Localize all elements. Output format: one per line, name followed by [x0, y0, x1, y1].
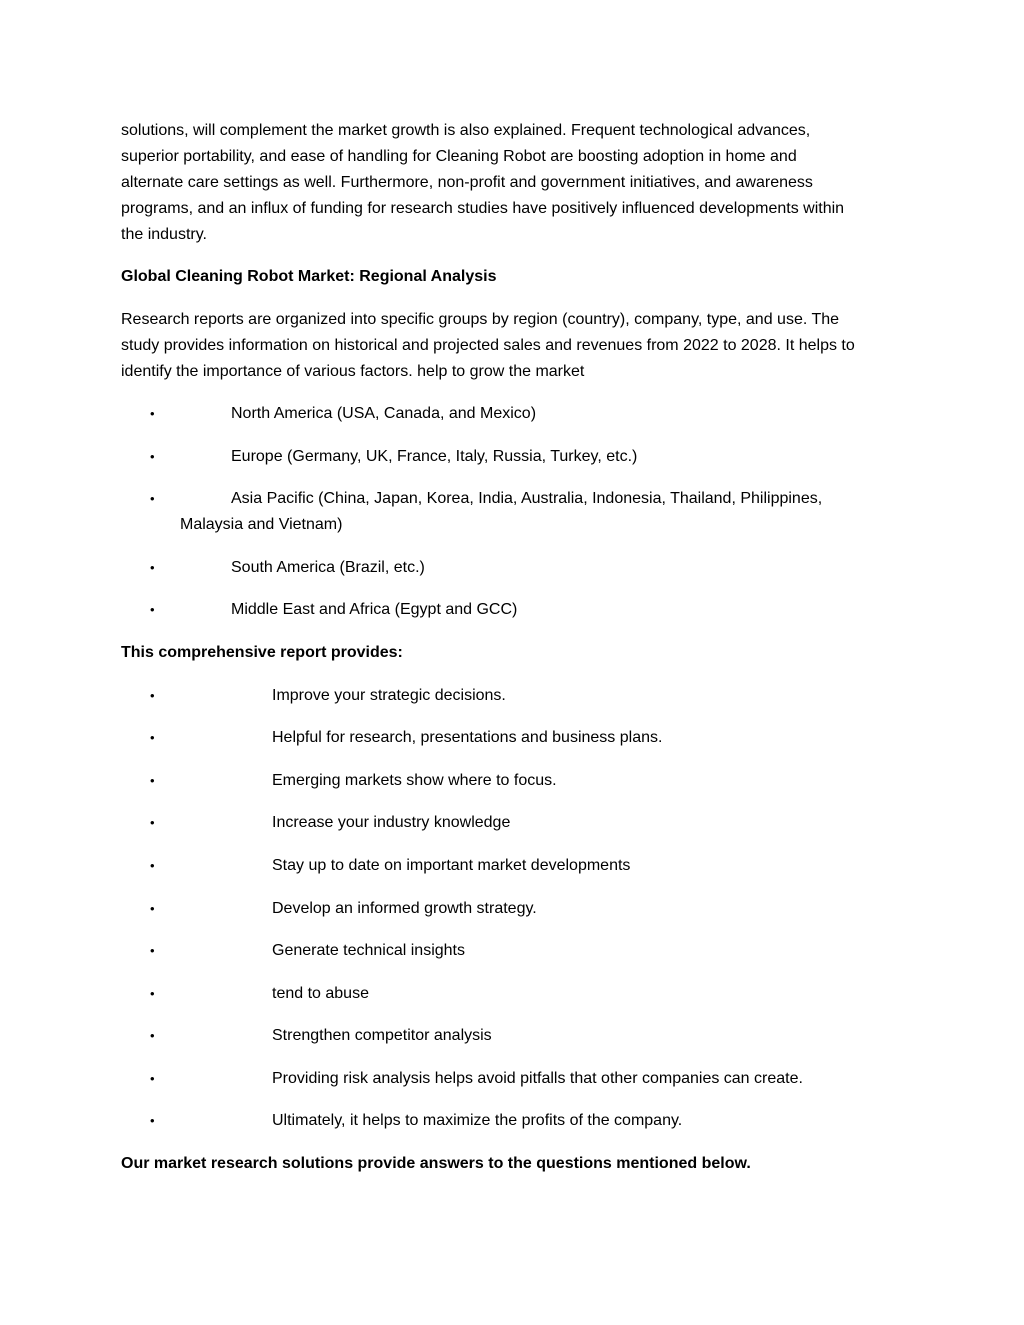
report-item: Improve your strategic decisions. [272, 687, 506, 704]
bullet-icon: • [150, 773, 155, 788]
report-item: Strengthen competitor analysis [272, 1027, 492, 1044]
intro-paragraph [121, 118, 911, 248]
report-item: Emerging markets show where to focus. [272, 772, 557, 789]
intro-line: solutions, will complement the market growth is also explained. Frequent technological advances, [121, 122, 811, 139]
bullet-icon: • [150, 858, 155, 873]
report-item: tend to abuse [272, 985, 369, 1002]
region-item: Asia Pacific (China, Japan, Korea, India, Australia, Indonesia, Thailand, Philippines, [231, 490, 823, 507]
bullet-icon: • [150, 730, 155, 745]
region-item: South America (Brazil, etc.) [231, 559, 425, 576]
bullet-icon: • [150, 943, 155, 958]
regional-line: identify the importance of various factors. help to grow the market [121, 363, 585, 380]
report-item: Ultimately, it helps to maximize the profits of the company. [272, 1112, 683, 1129]
report-item: Increase your industry knowledge [272, 814, 511, 831]
regional-line: Research reports are organized into specific groups by region (country), company, type, and use. The [121, 311, 840, 328]
bullet-icon: • [150, 449, 155, 464]
report-item: Develop an informed growth strategy. [272, 900, 537, 917]
regional-analysis-heading: Global Cleaning Robot Market: Regional Analysis [121, 268, 497, 285]
intro-line: alternate care settings as well. Furthermore, non-profit and government initiatives, and awareness [121, 174, 813, 191]
closing-heading: Our market research solutions provide answers to the questions mentioned below. [121, 1155, 751, 1172]
bullet-icon: • [150, 491, 155, 506]
bullet-icon: • [150, 560, 155, 575]
bullet-icon: • [150, 1071, 155, 1086]
regional-paragraph [121, 307, 911, 385]
intro-line: programs, and an influx of funding for research studies have positively influenced developments within [121, 200, 845, 217]
bullet-icon: • [150, 688, 155, 703]
region-item: North America (USA, Canada, and Mexico) [231, 405, 537, 422]
region-item: Middle East and Africa (Egypt and GCC) [231, 601, 518, 618]
report-item: Helpful for research, presentations and business plans. [272, 729, 663, 746]
report-item: Generate technical insights [272, 942, 465, 959]
region-item: Europe (Germany, UK, France, Italy, Russia, Turkey, etc.) [231, 448, 638, 465]
report-provides-heading: This comprehensive report provides: [121, 644, 403, 661]
bullet-icon: • [150, 986, 155, 1001]
regional-line: study provides information on historical and projected sales and revenues from 2022 to 2028. It helps to [121, 337, 855, 354]
intro-line: the industry. [121, 226, 207, 243]
bullet-icon: • [150, 602, 155, 617]
bullet-icon: • [150, 1113, 155, 1128]
bullet-icon: • [150, 815, 155, 830]
bullet-icon: • [150, 406, 155, 421]
report-item: Stay up to date on important market developments [272, 857, 631, 874]
bullet-icon: • [150, 1028, 155, 1043]
report-item: Providing risk analysis helps avoid pitfalls that other companies can create. [272, 1070, 803, 1087]
bullet-icon: • [150, 901, 155, 916]
region-item-continuation: Malaysia and Vietnam) [180, 516, 343, 533]
intro-line: superior portability, and ease of handling for Cleaning Robot are boosting adoption in home and [121, 148, 797, 165]
